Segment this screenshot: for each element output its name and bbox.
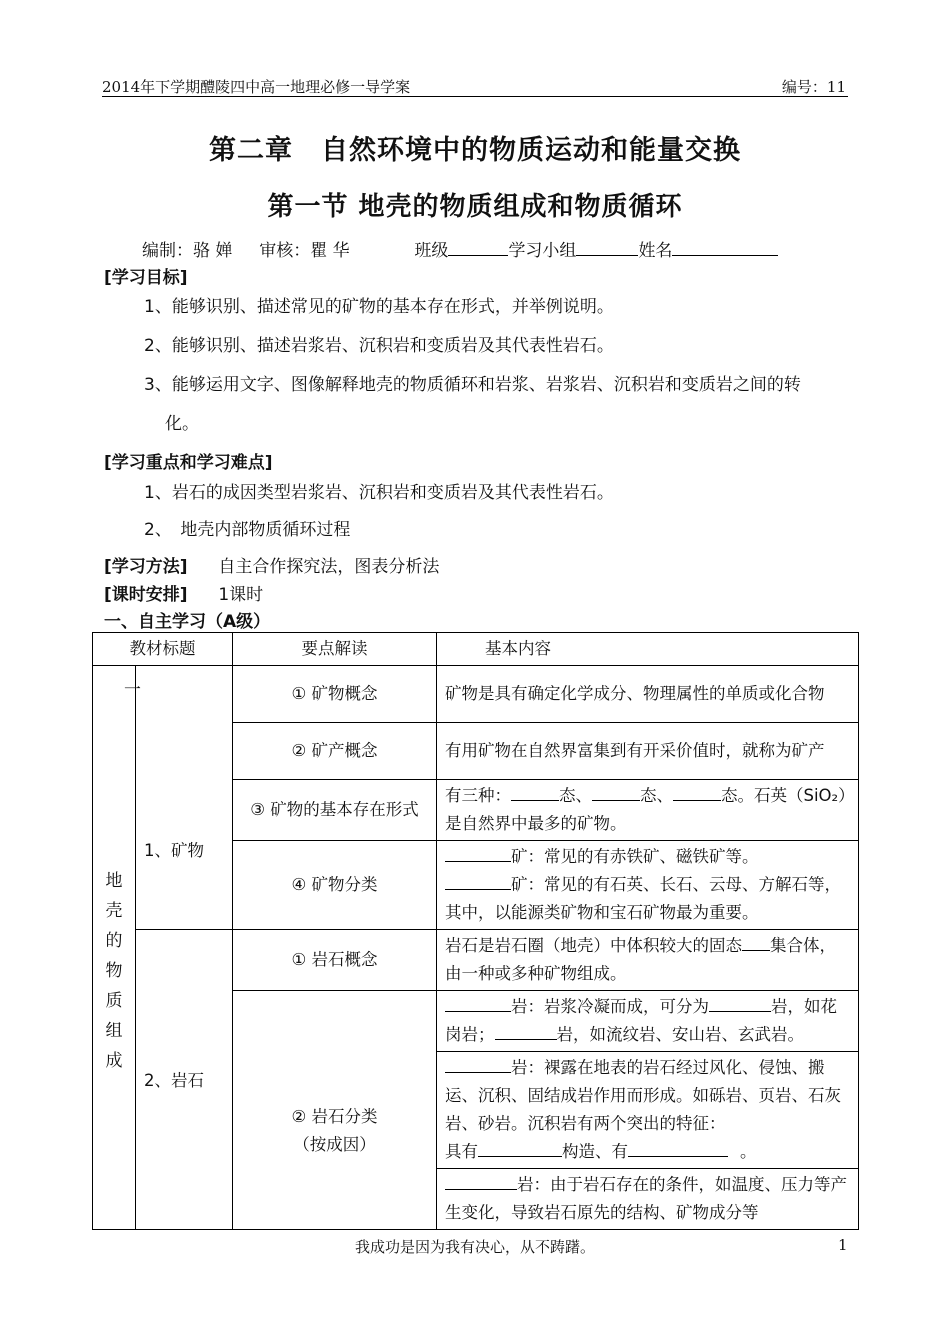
point-rock-concept: ① 岩石概念	[233, 930, 437, 991]
name-label: 姓名	[638, 241, 673, 261]
mineral-label: 1、矿物	[144, 840, 204, 860]
rock-cell	[136, 930, 233, 1230]
blank-metamorphic[interactable]	[445, 1174, 517, 1190]
col-header-content: 基本内容	[437, 633, 859, 666]
point-rock-class: ② 岩石分类 （按成因）	[233, 991, 437, 1230]
section-heading: 一、自主学习（A级）	[104, 612, 271, 632]
study-table	[92, 632, 859, 1230]
keypoints-heading: [学习重点和学习难点]	[104, 453, 273, 473]
content-mineral-forms: 有三种： 态、 态、 态。石英（SiO₂）是自然界中最多的矿物。	[437, 780, 859, 841]
reviewer: 审核：瞿 华	[259, 241, 350, 261]
group-blank[interactable]	[576, 241, 638, 256]
content-metamorphic: 岩：由于岩石存在的条件，如温度、压力等产生变化，导致岩石原先的结构、矿物成分等	[437, 1169, 859, 1230]
name-blank[interactable]	[672, 241, 778, 256]
header-number: 编号：11	[781, 78, 846, 96]
content-mineral-class: 矿：常见的有赤铁矿、磁铁矿等。 矿：常见的有石英、长石、云母、方解石等，其中，以能源类矿物和宝石矿物最为重要。	[437, 841, 859, 930]
page-number: 1	[838, 1236, 848, 1254]
blank-rock-state[interactable]	[742, 935, 770, 951]
point-mineral-class: ④ 矿物分类	[233, 841, 437, 930]
content-mineral-concept: 矿物是具有确定化学成分、物理属性的单质或化合物	[437, 666, 859, 723]
content-rock-concept: 岩石是岩石圈（地壳）中体积较大的固态 集合体，由一种或多种矿物组成。	[437, 930, 859, 991]
mineral-cell	[124, 666, 233, 930]
schedule-line	[104, 580, 263, 605]
schedule-label: [课时安排]	[104, 585, 188, 605]
keypoint-item: 2、 地壳内部物质循环过程	[144, 520, 351, 540]
chapter-title: 第二章 自然环境中的物质运动和能量交换	[209, 135, 741, 166]
goal-item: 3、能够运用文字、图像解释地壳的物质循环和岩浆、岩浆岩、沉积岩和变质岩之间的转	[144, 375, 801, 395]
keypoint-item: 1、岩石的成因类型岩浆岩、沉积岩和变质岩及其代表性岩石。	[144, 483, 614, 503]
goal-item: 2、能够识别、描述岩浆岩、沉积岩和变质岩及其代表性岩石。	[144, 336, 614, 356]
blank-extrusive[interactable]	[495, 1024, 557, 1040]
content-igneous: 岩：岩浆冷凝而成，可分为 岩，如花岗岩； 岩，如流纹岩、安山岩、玄武岩。	[437, 991, 859, 1052]
blank-sedimentary[interactable]	[445, 1057, 511, 1073]
blank-ore-type-1[interactable]	[445, 846, 511, 862]
goal-item: 化。	[165, 414, 199, 434]
header-left: 2014年下学期醴陵四中高一地理必修一导学案	[102, 78, 411, 96]
goals-heading: [学习目标]	[104, 268, 188, 288]
point-mineral-forms: ③ 矿物的基本存在形式	[233, 780, 437, 841]
content-sedimentary: 岩：裸露在地表的岩石经过风化、侵蚀、搬运、沉积、固结成岩作用而形成。如砾岩、页岩、石灰岩、砂岩。沉积岩有两个突出的特征： 具有 构造、有 。	[437, 1052, 859, 1169]
blank-feature-1[interactable]	[478, 1141, 562, 1157]
page-header	[102, 74, 848, 97]
blank-state-3[interactable]	[673, 785, 721, 801]
chapter-vertical-text: 地 壳 的 物 质 组 成	[105, 870, 123, 1071]
class-label: 班级	[414, 241, 449, 261]
method-label: [学习方法]	[104, 557, 188, 577]
blank-feature-2[interactable]	[628, 1141, 728, 1157]
blank-igneous[interactable]	[445, 996, 511, 1012]
point-mineral-concept: ① 矿物概念	[233, 666, 437, 723]
editor: 编制：骆 婵	[142, 241, 233, 261]
rock-label: 2、岩石	[144, 1070, 204, 1090]
group-label: 学习小组	[508, 241, 577, 261]
col-header-point: 要点解读	[233, 633, 437, 666]
footer-motto: 我成功是因为我有决心，从不踌躇。	[354, 1238, 595, 1256]
content-ore-concept: 有用矿物在自然界富集到有开采价值时，就称为矿产	[437, 723, 859, 780]
point-ore-concept: ② 矿产概念	[233, 723, 437, 780]
blank-intrusive[interactable]	[709, 996, 771, 1012]
method-line	[104, 552, 439, 577]
blank-ore-type-2[interactable]	[445, 874, 511, 890]
col-header-title: 教材标题	[93, 633, 233, 666]
schedule-value: 1课时	[218, 585, 264, 605]
blank-state-2[interactable]	[592, 785, 640, 801]
method-value: 自主合作探究法，图表分析法	[218, 557, 440, 577]
chapter-cell	[93, 666, 136, 1230]
section-title: 第一节 地壳的物质组成和物质循环	[267, 192, 683, 222]
blank-state-1[interactable]	[511, 785, 559, 801]
chapter-mark: 一	[124, 680, 141, 700]
author-line	[142, 236, 778, 261]
class-blank[interactable]	[448, 241, 508, 256]
goal-item: 1、能够识别、描述常见的矿物的基本存在形式，并举例说明。	[144, 297, 614, 317]
